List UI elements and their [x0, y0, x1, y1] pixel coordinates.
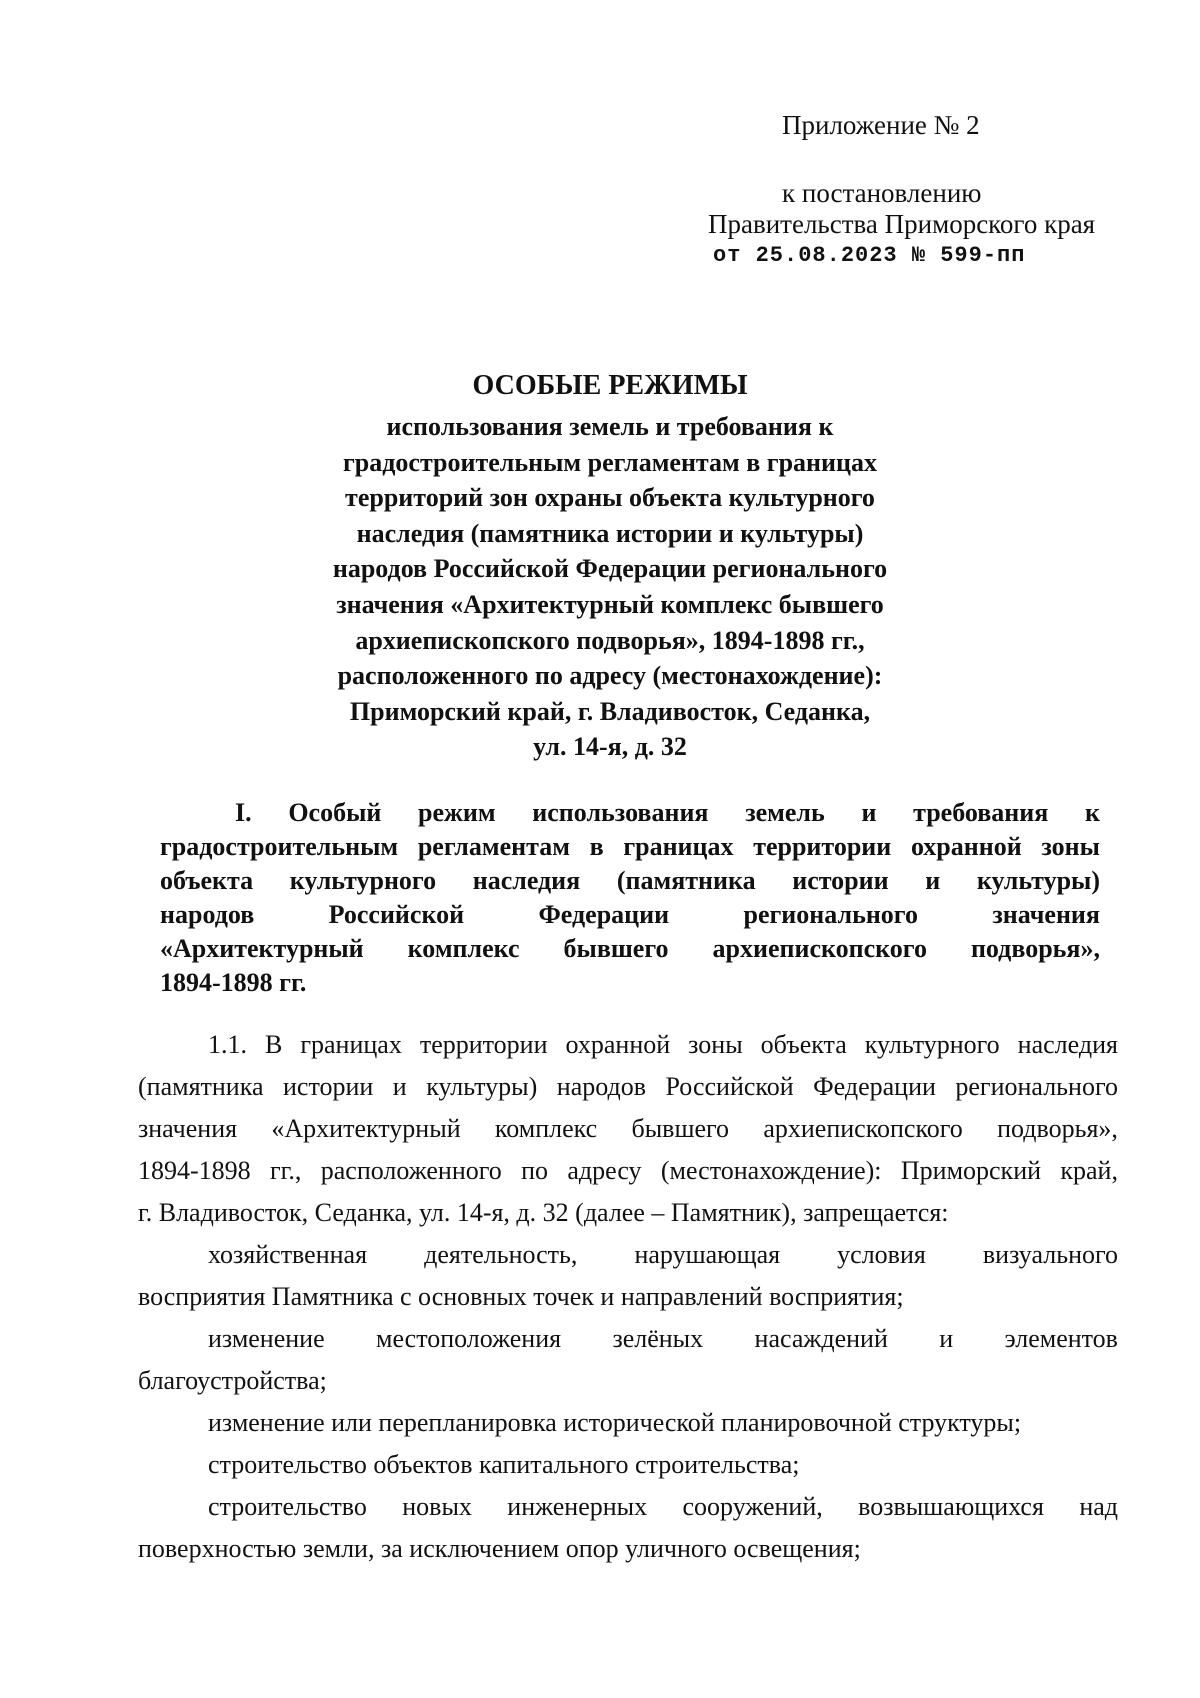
document-title	[200, 368, 1020, 765]
paragraph-line: 1894-1898 гг., расположенного по адресу (местонахождение): Приморский край,	[138, 1156, 1118, 1185]
title-line: наследия (памятника истории и культуры)	[356, 518, 864, 548]
title-line: народов Российской Федерации регионального	[332, 554, 888, 584]
list-item-line: изменение местоположения зелёных насаждений и элементов	[208, 1324, 1118, 1353]
list-item-line: благоустройства;	[138, 1366, 327, 1395]
government-name: Правительства Приморского края	[708, 209, 1096, 239]
list-item-line: восприятия Памятника с основных точек и направлений восприятия;	[138, 1282, 904, 1311]
section-line: I. Особый режим использования земель и требования к	[235, 798, 1100, 827]
list-item-line: строительство новых инженерных сооружений, возвышающихся над	[208, 1492, 1118, 1521]
section-line: градостроительным регламентам в границах территории охранной зоны	[160, 832, 1100, 861]
title-line: использования земель и требования к	[386, 412, 834, 441]
section-line: объекта культурного наследия (памятника истории и культуры)	[160, 866, 1100, 895]
section-line: народов Российской Федерации регионального значения	[160, 900, 1100, 929]
title-line: Приморский край, г. Владивосток, Седанка,	[349, 696, 871, 726]
document-body	[138, 1024, 1118, 1570]
list-item-line: строительство объектов капитального строительства;	[208, 1450, 800, 1479]
paragraph-line: (памятника истории и культуры) народов Российской Федерации регионального	[138, 1072, 1118, 1101]
resolution-reference: к постановлению	[782, 178, 982, 208]
title-line: архиепископского подворья», 1894-1898 гг.,	[355, 625, 865, 655]
title-heading: ОСОБЫЕ РЕЖИМЫ	[472, 370, 748, 401]
section-heading	[160, 796, 1100, 1000]
paragraph-line: значения «Архитектурный комплекс бывшего архиепископского подворья»,	[138, 1114, 1118, 1143]
list-item-line: поверхностью земли, за исключением опор уличного освещения;	[138, 1534, 861, 1563]
list-item-line: изменение или перепланировка исторической планировочной структуры;	[208, 1408, 1022, 1437]
list-item-line: хозяйственная деятельность, нарушающая условия визуального	[208, 1240, 1118, 1269]
paragraph-line: 1.1. В границах территории охранной зоны объекта культурного наследия	[208, 1030, 1118, 1059]
title-line: ул. 14-я, д. 32	[533, 732, 687, 762]
appendix-label: Приложение № 2	[782, 110, 980, 140]
title-line: расположенного по адресу (местонахождение):	[337, 661, 883, 691]
section-line: 1894-1898 гг.	[160, 968, 307, 997]
section-line: «Архитектурный комплекс бывшего архиепископского подворья»,	[160, 934, 1100, 963]
title-line: градостроительным регламентам в границах	[343, 447, 877, 477]
resolution-date-number-stamp: от 25.08.2023 № 599-пп	[713, 243, 1026, 268]
title-line: территорий зон охраны объекта культурного	[345, 483, 875, 513]
title-line: значения «Архитектурный комплекс бывшего	[336, 589, 884, 619]
paragraph-line: г. Владивосток, Седанка, ул. 14-я, д. 32 (далее – Памятник), запрещается:	[138, 1198, 949, 1227]
